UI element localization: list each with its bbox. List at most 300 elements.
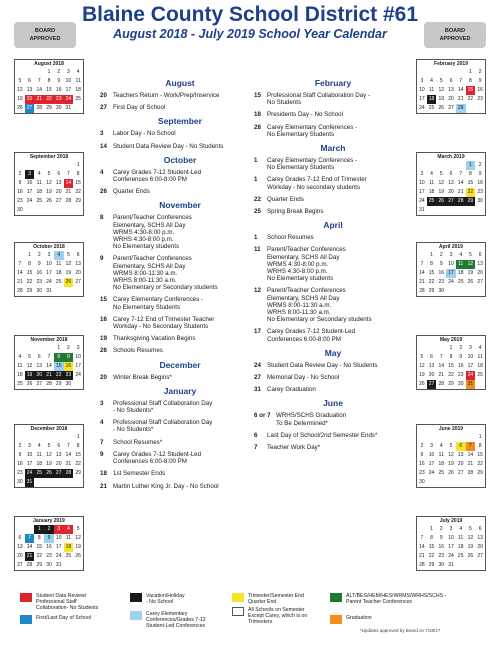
day-cell: 9	[37, 261, 41, 267]
mini-calendar-title: March 2019	[437, 154, 465, 160]
day-cell: 31	[46, 288, 52, 294]
event-text: 1st Semester Ends	[113, 470, 166, 478]
day-cell: 17	[75, 363, 81, 369]
event-item	[254, 157, 412, 171]
event-date: 9	[100, 255, 104, 263]
event-text: Parent/Teacher Conferences Elementary, SCHS All Day WRMS 8:00-11:30 a.m. WRHS 8:00-11:30 a.m. No Elementary or Secondary students	[113, 255, 218, 292]
empty-cell	[54, 478, 64, 487]
empty-cell	[34, 68, 44, 77]
day-cell: 21	[25, 552, 35, 561]
day-cell: 19	[46, 189, 52, 195]
legend-swatch	[130, 593, 142, 602]
day-cell: 20	[34, 371, 44, 380]
day-cell: 29	[428, 288, 435, 294]
day-cell: 5	[469, 252, 472, 258]
event-date: 16	[100, 315, 107, 323]
event-date: 26	[100, 188, 107, 196]
day-cell: 8	[28, 261, 31, 267]
empty-cell	[456, 287, 466, 296]
empty-cell	[475, 287, 485, 296]
legend-swatch	[20, 615, 32, 624]
event-item	[254, 412, 412, 426]
event-item	[100, 104, 260, 111]
day-cell: 29	[75, 198, 81, 204]
day-cell: 23	[17, 198, 23, 204]
day-cell: 20	[448, 189, 454, 195]
event-text: Carey Elementary Conferences - No Elementary Students	[267, 157, 358, 172]
day-cell: 6	[449, 78, 453, 84]
empty-cell	[466, 287, 476, 296]
day-cell: 21	[457, 96, 464, 102]
day-cell: 11	[65, 535, 72, 541]
day-cell: 19	[46, 461, 52, 467]
day-cell: 19	[438, 96, 445, 102]
event-date: 20	[100, 92, 107, 99]
mini-calendar-grid	[417, 251, 485, 296]
day-cell: 16	[64, 362, 74, 371]
day-cell: 18	[36, 461, 43, 467]
empty-cell	[446, 478, 456, 487]
day-cell: 25	[457, 553, 464, 559]
day-cell: 30	[438, 562, 445, 568]
legend-label: Vacation/Holiday - No School	[146, 593, 185, 605]
event-item	[254, 246, 412, 282]
event-item	[100, 92, 260, 99]
day-cell: 7	[420, 535, 424, 541]
day-cell: 27	[477, 553, 483, 559]
month-heading: February	[314, 78, 352, 88]
empty-cell	[436, 161, 446, 170]
mini-calendar-grid	[15, 433, 83, 487]
empty-cell	[54, 433, 64, 442]
day-cell: 6	[430, 354, 433, 360]
day-cell: 28	[456, 104, 466, 113]
day-cell: 5	[420, 354, 424, 360]
day-cell: 13	[36, 363, 43, 369]
event-item	[100, 169, 260, 183]
day-cell: 19	[467, 544, 474, 550]
day-cell: 16	[457, 363, 464, 369]
day-cell: 15	[428, 270, 435, 276]
day-cell: 17	[446, 269, 456, 278]
month-heading: September	[158, 116, 202, 127]
day-cell: 10	[75, 354, 81, 360]
mini-calendar-left-1	[14, 152, 84, 216]
day-cell: 7	[67, 171, 70, 177]
event-date: 21	[100, 482, 107, 490]
day-cell: 8	[54, 353, 64, 362]
empty-cell	[436, 433, 446, 442]
day-cell: 21	[17, 279, 23, 285]
day-cell: 15	[467, 180, 474, 186]
day-cell: 1	[478, 434, 482, 440]
mini-calendar-title: February 2019	[434, 61, 468, 67]
day-cell: 13	[75, 261, 81, 267]
day-cell: 23	[46, 553, 52, 559]
empty-cell	[436, 478, 446, 487]
empty-cell	[44, 161, 54, 170]
day-cell: 21	[467, 461, 474, 467]
legend-swatch	[232, 593, 244, 602]
day-cell: 26	[419, 381, 425, 387]
event-text: Carey Grades 7-12 Student-Led Conferences 6:00-8:00 PM	[113, 168, 202, 184]
day-cell: 21	[419, 553, 425, 559]
day-cell: 7	[466, 442, 476, 451]
day-cell: 15	[477, 452, 483, 458]
day-cell: 2	[18, 171, 22, 177]
day-cell: 12	[75, 535, 81, 541]
day-cell: 9	[44, 534, 54, 543]
day-cell: 9	[420, 452, 424, 458]
day-cell: 29	[448, 381, 454, 387]
day-cell: 27	[446, 197, 456, 206]
day-cell: 8	[430, 535, 433, 541]
day-cell: 2	[420, 443, 424, 449]
empty-cell	[15, 344, 25, 353]
day-cell: 2	[37, 252, 41, 258]
day-cell: 30	[55, 105, 62, 111]
day-cell: 28	[456, 197, 466, 206]
day-cell: 27	[75, 279, 81, 285]
day-cell: 4	[64, 525, 74, 534]
event-text: Last Day of School/2nd Semester Ends*	[267, 431, 378, 439]
mini-calendar-grid	[417, 68, 485, 113]
day-cell: 9	[459, 354, 463, 360]
empty-cell	[54, 287, 64, 296]
day-cell: 6	[57, 443, 61, 449]
day-cell: 28	[36, 105, 43, 111]
day-cell: 22	[467, 96, 474, 102]
event-date: 1	[254, 234, 258, 242]
day-cell: 1	[76, 434, 80, 440]
day-cell: 12	[65, 261, 72, 267]
day-cell: 6	[478, 526, 482, 532]
event-date: 31	[254, 386, 261, 394]
event-text: Carey Elementary Conferences - No Elementary Students	[113, 296, 204, 311]
day-cell: 14	[17, 270, 23, 276]
day-cell: 16	[46, 544, 52, 550]
empty-cell	[25, 68, 35, 77]
day-cell: 13	[428, 363, 435, 369]
event-text: Martin Luther King Jr. Day - No School	[113, 482, 219, 490]
day-cell: 28	[26, 562, 33, 568]
event-item	[254, 208, 412, 215]
day-cell: 11	[456, 260, 466, 269]
badge-label: BOARD APPROVED	[439, 28, 471, 42]
day-cell: 17	[65, 87, 72, 93]
day-cell: 23	[438, 279, 445, 285]
legend-label: ALT/BES/HEM/HES/WRMS/WRHS/SCHS - Parent Teacher Conferences	[346, 593, 447, 605]
empty-cell	[34, 161, 44, 170]
day-cell: 3	[420, 78, 424, 84]
event-text: Memorial Day - No School	[267, 374, 340, 382]
day-cell: 8	[430, 261, 433, 267]
empty-cell	[456, 68, 466, 77]
empty-cell	[44, 478, 54, 487]
day-cell: 16	[36, 270, 43, 276]
day-cell: 12	[419, 363, 425, 369]
day-cell: 30	[17, 479, 23, 485]
day-cell: 9	[439, 261, 443, 267]
empty-cell	[73, 206, 83, 215]
day-cell: 10	[419, 87, 425, 93]
day-cell: 18	[457, 544, 464, 550]
day-cell: 26	[436, 197, 446, 206]
empty-cell	[15, 161, 25, 170]
day-cell: 22	[448, 372, 454, 378]
event-date: 6 or 7	[254, 412, 271, 420]
day-cell: 18	[457, 270, 464, 276]
day-cell: 8	[76, 171, 80, 177]
day-cell: 15	[466, 86, 476, 95]
event-date: 3	[100, 130, 104, 138]
day-cell: 7	[18, 261, 22, 267]
day-cell: 22	[428, 279, 435, 285]
event-item	[254, 328, 412, 342]
day-cell: 8	[37, 535, 41, 541]
day-cell: 22	[75, 189, 81, 195]
event-item	[100, 143, 260, 150]
day-cell: 16	[17, 461, 23, 467]
month-heading: December	[159, 359, 201, 370]
day-cell: 25	[457, 279, 464, 285]
empty-cell	[427, 206, 437, 215]
day-cell: 21	[438, 372, 445, 378]
day-cell: 18	[75, 87, 81, 93]
day-cell: 11	[428, 180, 435, 186]
empty-cell	[466, 206, 476, 215]
empty-cell	[64, 161, 74, 170]
day-cell: 8	[449, 354, 453, 360]
day-cell: 4	[430, 78, 433, 84]
day-cell: 23	[419, 470, 425, 476]
day-cell: 11	[438, 452, 444, 458]
day-cell: 23	[54, 95, 64, 104]
day-cell: 21	[44, 371, 54, 380]
day-cell: 28	[17, 288, 23, 294]
day-cell: 20	[457, 461, 464, 467]
day-cell: 14	[438, 363, 445, 369]
day-cell: 16	[419, 461, 425, 467]
month-heading: November	[159, 200, 201, 211]
empty-cell	[417, 525, 427, 534]
empty-cell	[15, 525, 25, 534]
day-cell: 8	[469, 171, 472, 177]
day-cell: 14	[65, 452, 72, 458]
day-cell: 18	[55, 270, 62, 276]
day-cell: 7	[37, 78, 41, 84]
day-cell: 23	[477, 96, 483, 102]
event-item	[254, 196, 412, 203]
empty-cell	[44, 433, 54, 442]
empty-cell	[64, 287, 74, 296]
day-cell: 16	[438, 544, 445, 550]
day-cell: 28	[46, 381, 52, 387]
day-cell: 8	[47, 78, 51, 84]
day-cell: 21	[65, 189, 72, 195]
event-item	[254, 386, 412, 393]
day-cell: 2	[44, 525, 54, 534]
day-cell: 1	[28, 252, 31, 258]
day-cell: 26	[26, 381, 33, 387]
event-date: 9	[100, 450, 104, 458]
day-cell: 21	[65, 461, 72, 467]
day-cell: 22	[54, 371, 64, 380]
day-cell: 27	[427, 380, 437, 389]
day-cell: 3	[76, 345, 80, 351]
day-cell: 9	[478, 171, 482, 177]
day-cell: 13	[26, 87, 33, 93]
mini-calendar-grid	[417, 433, 485, 487]
day-cell: 19	[75, 544, 81, 550]
board-approved-badge-right	[424, 22, 486, 48]
empty-cell	[25, 161, 35, 170]
day-cell: 3	[54, 525, 64, 534]
day-cell: 4	[459, 252, 463, 258]
event-date: 6	[254, 431, 258, 439]
event-text: Carey Grades 7-12 End of Trimester Workday - No secondary students	[267, 176, 367, 191]
day-cell: 12	[467, 535, 474, 541]
event-date: 15	[254, 92, 261, 99]
empty-cell	[475, 561, 485, 570]
day-cell: 1	[34, 525, 44, 534]
event-text: Teachers Return - Work/Prep/Inservice	[113, 92, 220, 99]
day-cell: 6	[478, 252, 482, 258]
day-cell: 17	[26, 461, 33, 467]
event-date: 17	[254, 328, 261, 336]
events-column-left	[100, 76, 260, 495]
empty-cell	[456, 561, 466, 570]
mini-calendar-left-4	[14, 424, 84, 488]
mini-calendar-right-5	[416, 516, 486, 571]
events-column-right	[254, 76, 412, 456]
empty-cell	[427, 68, 437, 77]
day-cell: 13	[448, 180, 454, 186]
mini-calendar-title: May 2019	[439, 337, 463, 343]
day-cell: 15	[428, 544, 435, 550]
event-date: 27	[100, 104, 107, 112]
day-cell: 20	[477, 270, 483, 276]
day-cell: 1	[57, 345, 61, 351]
event-text: Parent/Teacher Conferences Elementary, SCHS All Day WRMS 8:00-11:30 a.m. WRHS 8:00-11:30 a.m. No Elementary or Secondary students	[267, 287, 372, 324]
day-cell: 26	[448, 470, 454, 476]
day-cell: 16	[477, 180, 483, 186]
mini-calendar-title: October 2018	[33, 244, 65, 250]
day-cell: 23	[438, 553, 445, 559]
legend-swatch	[232, 607, 244, 616]
month-heading: June	[323, 398, 343, 409]
event-item	[100, 188, 260, 195]
event-item	[100, 214, 260, 250]
day-cell: 22	[428, 553, 435, 559]
empty-cell	[34, 433, 44, 442]
event-text: Carey Grades 7-12 Student-Led Conferences 6:00-8:00 PM	[267, 328, 356, 343]
day-cell: 2	[478, 162, 482, 168]
day-cell: 3	[67, 69, 70, 75]
day-cell: 3	[25, 170, 35, 179]
day-cell: 11	[17, 363, 23, 369]
event-date: 7	[100, 438, 104, 446]
day-cell: 10	[55, 535, 62, 541]
day-cell: 5	[18, 78, 22, 84]
day-cell: 30	[65, 381, 72, 387]
event-date: 15	[100, 296, 107, 304]
day-cell: 24	[75, 372, 81, 378]
mini-calendar-left-3	[14, 335, 84, 390]
day-cell: 15	[75, 180, 81, 186]
day-cell: 8	[76, 443, 80, 449]
empty-cell	[427, 161, 437, 170]
day-cell: 11	[477, 354, 483, 360]
day-cell: 10	[26, 452, 33, 458]
mini-calendar-grid	[417, 344, 485, 389]
event-text: Professional Staff Collaboration Day - No Students	[267, 92, 371, 107]
day-cell: 12	[17, 87, 23, 93]
day-cell: 30	[46, 562, 52, 568]
day-cell: 30	[438, 288, 445, 294]
day-cell: 18	[438, 461, 445, 467]
event-item	[254, 92, 412, 106]
mini-calendar-title: September 2018	[29, 154, 69, 160]
event-text: Presidents Day - No School	[267, 111, 344, 119]
event-date: 11	[254, 246, 261, 254]
event-item	[100, 470, 260, 477]
empty-cell	[446, 433, 456, 442]
day-cell: 15	[46, 87, 52, 93]
day-cell: 4	[54, 251, 64, 260]
legend-item	[232, 607, 307, 625]
empty-cell	[436, 344, 446, 353]
event-date: 26	[100, 347, 107, 355]
empty-cell	[73, 104, 83, 113]
event-date: 19	[100, 335, 107, 343]
event-item	[254, 374, 412, 381]
day-cell: 5	[449, 443, 453, 449]
day-cell: 1	[47, 69, 51, 75]
day-cell: 13	[457, 452, 464, 458]
event-date: 22	[254, 195, 261, 203]
legend-label: All Schools on Semester Except Carey, which is on Trimesters	[248, 607, 308, 625]
day-cell: 7	[439, 354, 443, 360]
empty-cell	[475, 478, 485, 487]
mini-calendar-right-2	[416, 242, 486, 297]
event-text: Thanksgiving Vacation Begins	[113, 335, 196, 343]
mini-calendar-title: June 2019	[438, 426, 464, 432]
mini-calendar-right-4	[416, 424, 486, 488]
day-cell: 27	[54, 469, 64, 478]
event-date: 28	[254, 123, 261, 131]
day-cell: 20	[428, 372, 435, 378]
event-item	[100, 316, 260, 330]
day-cell: 28	[467, 470, 474, 476]
day-cell: 20	[448, 96, 454, 102]
event-text: WRHS/SCHS Graduation To Be Determined*	[276, 412, 347, 427]
legend-label: Carey Elementary Conferences/Grades 7-12 Student-Led Conferences	[146, 611, 206, 629]
day-cell: 17	[26, 189, 33, 195]
day-cell: 31	[448, 562, 454, 568]
event-date: 27	[254, 374, 261, 382]
day-cell: 13	[477, 261, 483, 267]
mini-calendar-left-5	[14, 516, 84, 571]
mini-calendar-title: December 2018	[30, 426, 68, 432]
day-cell: 14	[467, 452, 474, 458]
day-cell: 15	[448, 363, 454, 369]
day-cell: 18	[427, 95, 437, 104]
legend-item	[20, 615, 91, 624]
day-cell: 5	[439, 78, 443, 84]
day-cell: 5	[28, 354, 31, 360]
day-cell: 20	[75, 270, 81, 276]
